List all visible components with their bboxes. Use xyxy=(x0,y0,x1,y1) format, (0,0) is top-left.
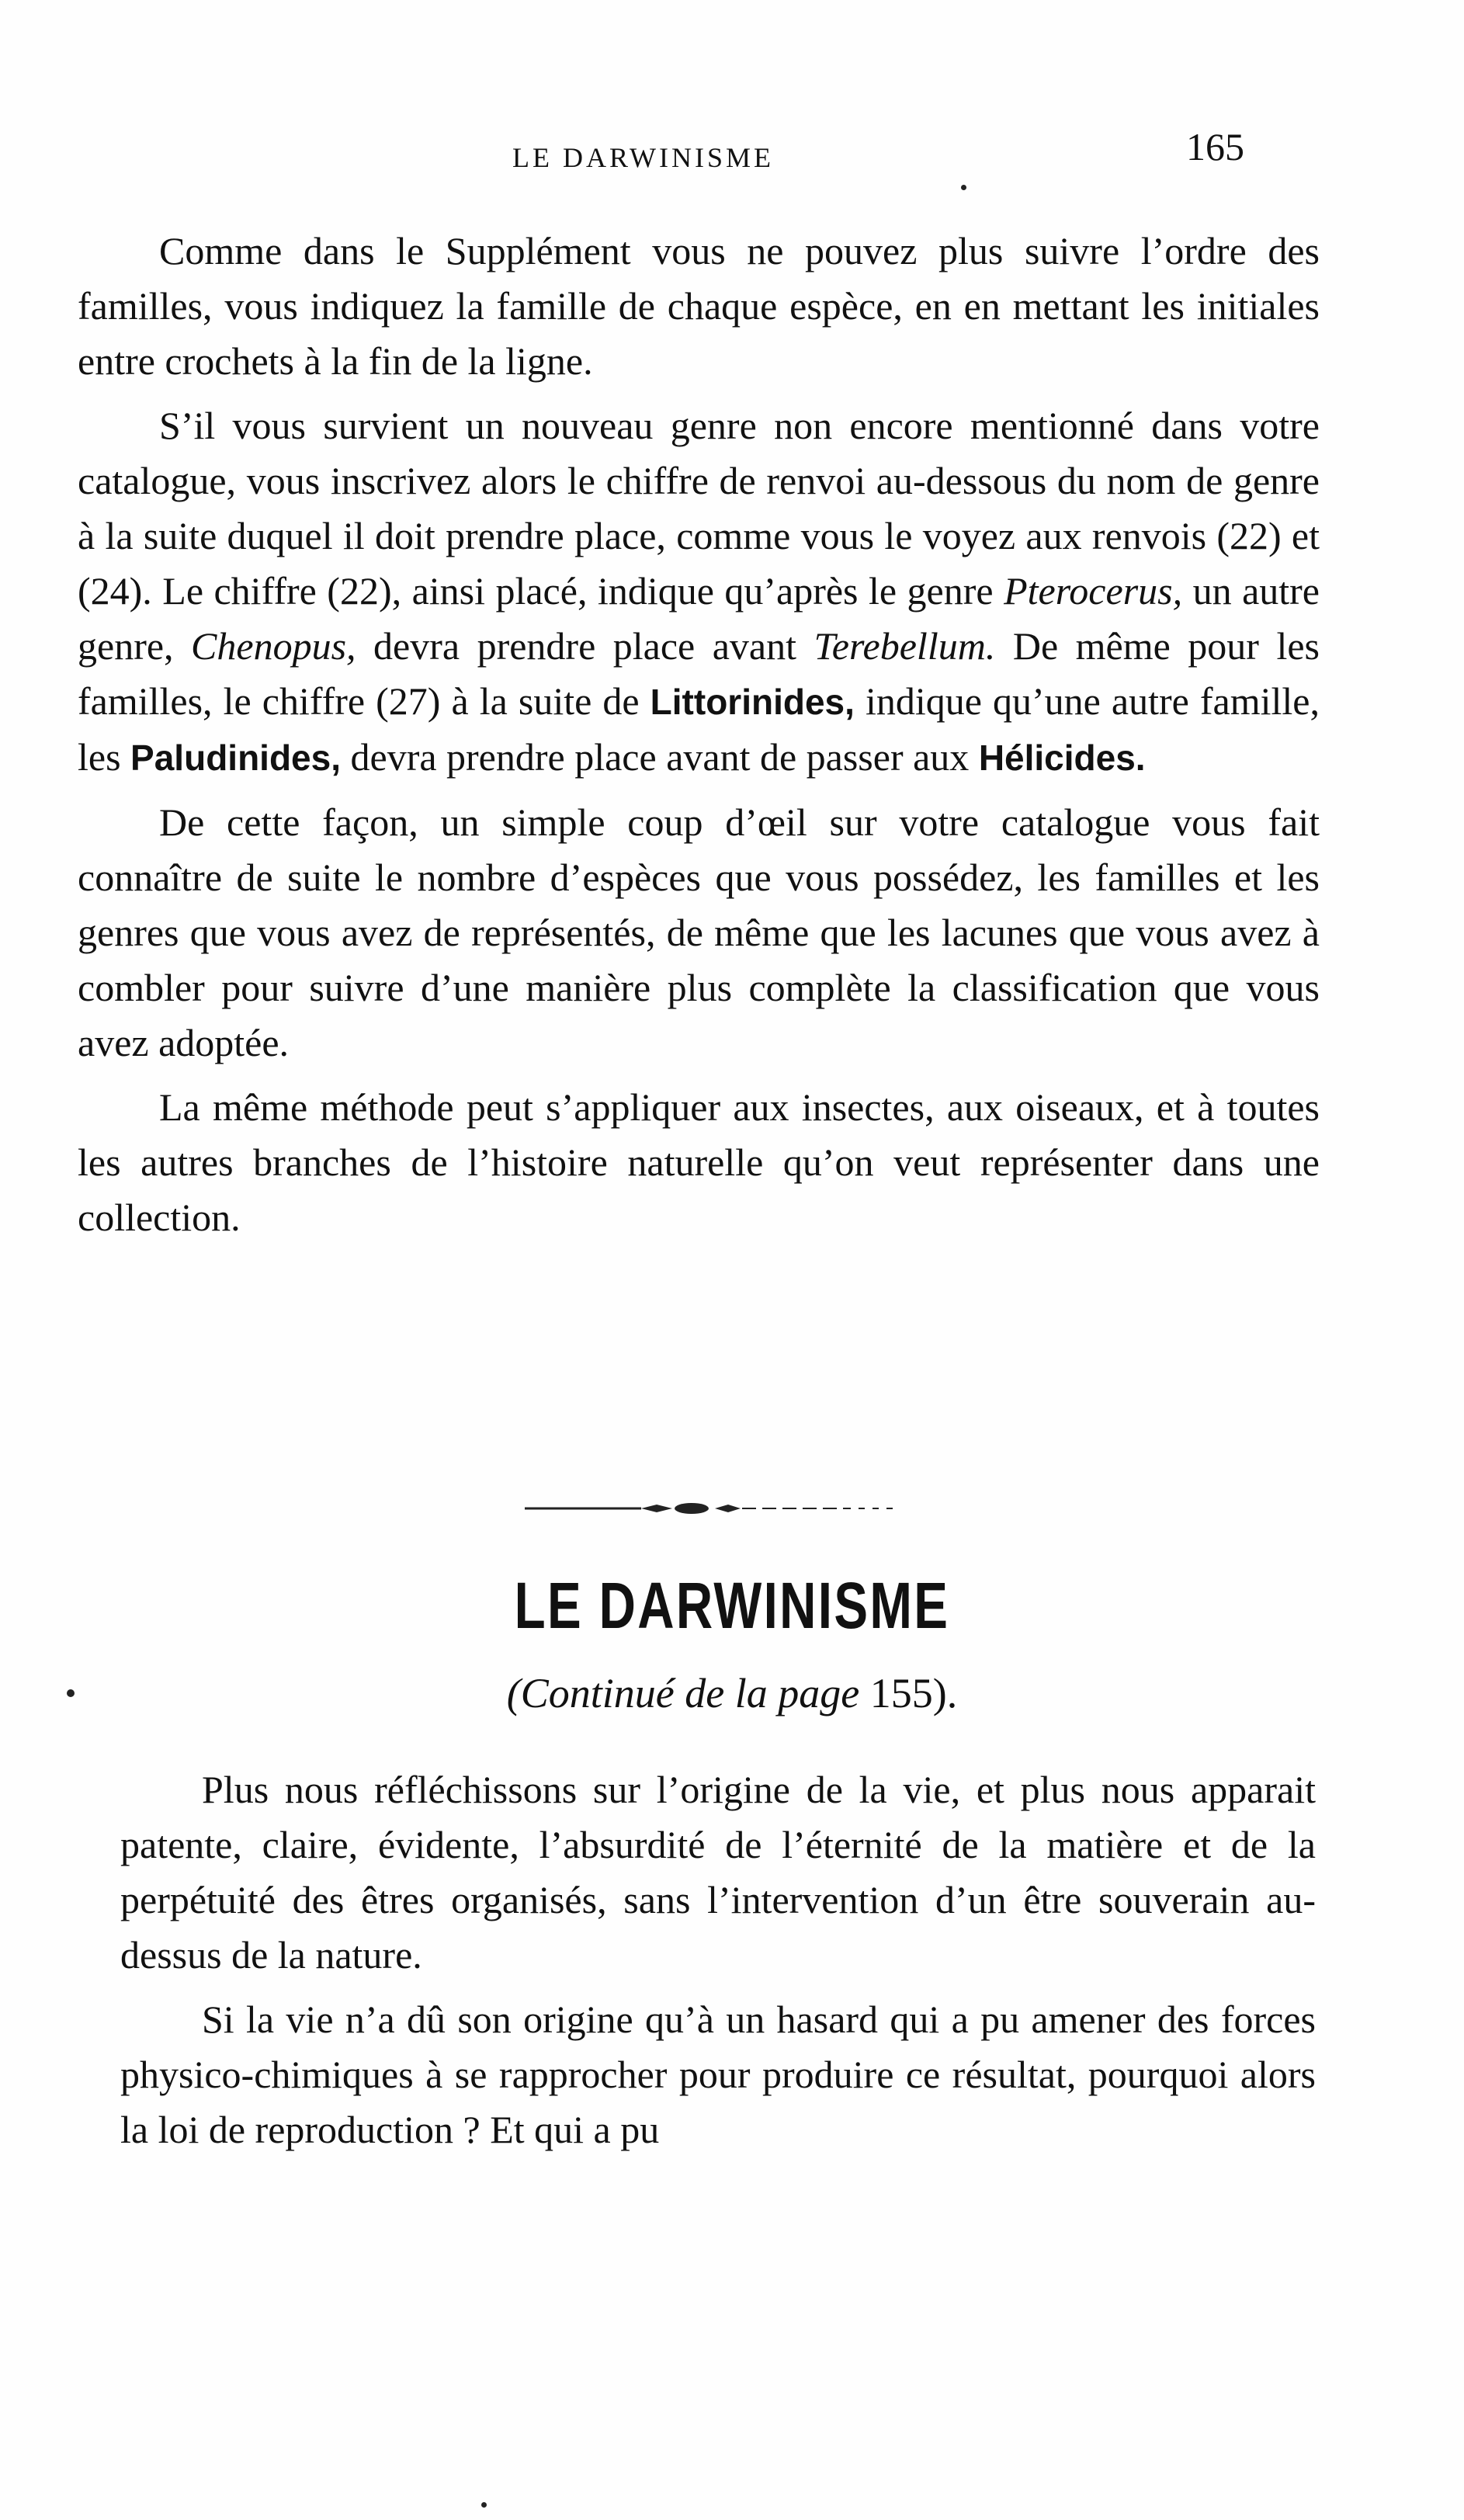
paragraph xyxy=(120,1762,1316,1983)
emphasis-text: Terebellum. xyxy=(814,624,996,668)
text-run: S’il vous survient un nouveau genre non encore mentionné dans votre catalogue, vous inscrivez alors le chiffre de renvoi au-dessous du nom de genre à la suite duquel il doit prendre place, comme vous le voyez aux renvois (22) et (24). Le chiffre (22), ainsi placé, indique qu’après le genre xyxy=(78,404,1320,613)
article-title: LE DARWINISME xyxy=(514,1569,950,1642)
paragraph xyxy=(78,1080,1320,1245)
subtitle-continued: (Continué de la page xyxy=(506,1670,860,1716)
section-separator xyxy=(525,1500,913,1517)
darwinisme-article-body xyxy=(120,1762,1316,2157)
emphasis-text: Chenopus, xyxy=(191,624,356,668)
catalogue-section xyxy=(78,224,1320,1245)
text-run: devra prendre place avant de passer aux xyxy=(341,735,979,779)
paragraph xyxy=(78,398,1320,786)
paragraph xyxy=(78,224,1320,389)
text-run: Si la vie n’a dû son origine qu’à un hasard qui a pu amener des forces physico-chimiques à se rapprocher pour produire ce résultat, pourquoi alors la loi de reproduction ? Et qui a pu xyxy=(120,1998,1316,2151)
text-run: indique qu’une autre famille, les xyxy=(78,679,1320,779)
emphasis-text: Paludinides, xyxy=(130,738,341,778)
text-run: De cette façon, un simple coup d’œil sur votre catalogue vous fait connaître de suite le nombre d’espèces que vous possédez, les familles et les genres que vous avez de représentés, de même que les lacunes que vous avez à combler pour suivre d’une manière plus complète la classification que vous avez adoptée. xyxy=(78,800,1320,1064)
text-run: Comme dans le Supplément vous ne pouvez plus suivre l’ordre des familles, vous indiquez la famille de chaque espèce, en en mettant les initiales entre crochets à la fin de la ligne. xyxy=(78,229,1320,383)
text-run: devra prendre place avant xyxy=(356,624,814,668)
paragraph xyxy=(120,1992,1316,2157)
article-subtitle xyxy=(0,1669,1464,1717)
text-run: De même pour les familles, le chiffre (27) à la suite de xyxy=(78,624,1320,723)
text-run: un autre genre, xyxy=(78,569,1320,668)
ink-speck xyxy=(961,185,966,190)
emphasis-text: Hélicides. xyxy=(978,738,1146,778)
page-number: 165 xyxy=(1186,125,1244,168)
ink-speck xyxy=(67,1689,75,1697)
text-run: La même méthode peut s’appliquer aux insectes, aux oiseaux, et à toutes les autres branches de l’histoire naturelle qu’on veut représenter dans une collection. xyxy=(78,1085,1320,1239)
running-head: LE DARWINISME xyxy=(512,142,774,173)
emphasis-text: Littorinides, xyxy=(650,682,855,722)
emphasis-text: Pterocerus, xyxy=(1004,569,1183,613)
paragraph xyxy=(78,795,1320,1071)
subtitle-page-ref: 155). xyxy=(869,1670,958,1716)
ink-speck xyxy=(481,2502,487,2508)
text-run: Plus nous réfléchissons sur l’origine de la vie, et plus nous apparait patente, claire, évidente, l’absurdité de l’éternité de la matière et de la perpétuité des êtres organisés, sans l’intervention d’un être souverain au-dessus de la nature. xyxy=(120,1768,1316,1977)
